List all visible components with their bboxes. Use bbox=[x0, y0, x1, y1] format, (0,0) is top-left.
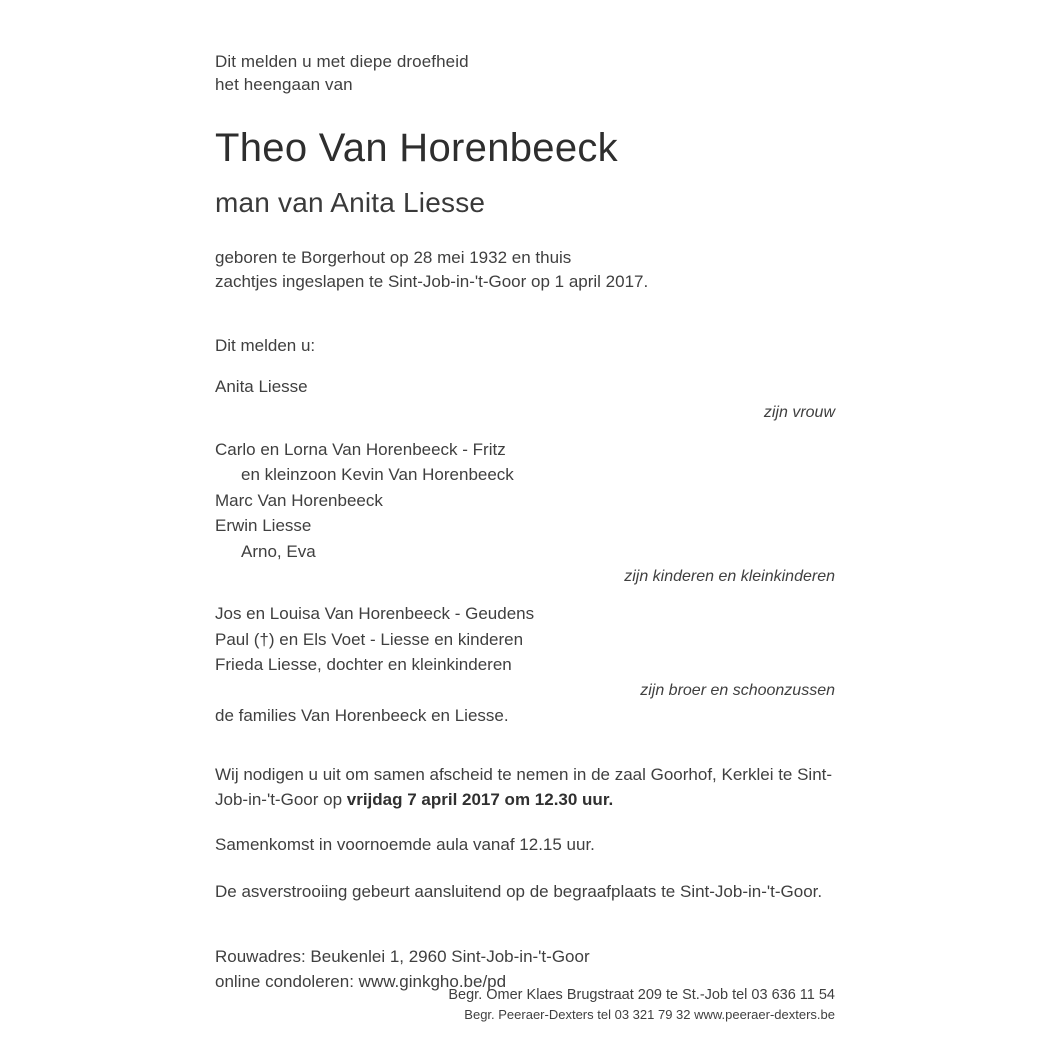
invitation-text: Wij nodigen u uit om samen afscheid te nemen in de zaal Goorhof, Kerklei te Sint-Job-in-'t-Goor op bbox=[215, 765, 833, 809]
relative-line: Jos en Louisa Van Horenbeeck - Geudens bbox=[215, 604, 535, 623]
relative-line: Erwin Liesse bbox=[215, 516, 312, 535]
relative-line: Frieda Liesse, dochter en kleinkinderen bbox=[215, 655, 512, 674]
intro-line-2: het heengaan van bbox=[215, 75, 353, 94]
relatives-group-spouse bbox=[215, 374, 835, 425]
relation-role: zijn kinderen en kleinkinderen bbox=[624, 568, 835, 585]
relative-line: Carlo en Lorna Van Horenbeeck - Fritz bbox=[215, 439, 506, 459]
condolence-url: online condoleren: www.ginkgho.be/pd bbox=[215, 972, 507, 991]
footer-line-2: Begr. Peeraer-Dexters tel 03 321 79 32 www.peeraer-dexters.be bbox=[464, 1007, 835, 1022]
death-line: zachtjes ingeslapen te Sint-Job-in-'t-Goor op 1 april 2017. bbox=[215, 272, 649, 291]
birth-death-block bbox=[215, 246, 835, 294]
intro-line-1: Dit melden u met diepe droefheid bbox=[215, 52, 469, 71]
relatives-group-siblings bbox=[215, 601, 835, 703]
gathering-paragraph: Samenkomst in voornoemde aula vanaf 12.15 uur. bbox=[215, 835, 595, 854]
families-line: de families Van Horenbeeck en Liesse. bbox=[215, 705, 509, 725]
invitation-datetime: vrijdag 7 april 2017 om 12.30 uur. bbox=[346, 790, 614, 809]
funeral-home-footer bbox=[215, 986, 835, 1024]
invitation-paragraph bbox=[215, 762, 835, 812]
relation-role: zijn broer en schoonzussen bbox=[640, 681, 835, 699]
relation-role: zijn vrouw bbox=[763, 403, 835, 421]
relatives-group-children bbox=[215, 437, 835, 590]
relative-line: Anita Liesse bbox=[215, 377, 308, 396]
mourning-address: Rouwadres: Beukenlei 1, 2960 Sint-Job-in-'t-Goor bbox=[215, 947, 590, 966]
relative-line: Arno, Eva bbox=[241, 541, 316, 561]
deceased-name: Theo Van Horenbeeck bbox=[215, 126, 618, 170]
footer-line-1: Begr. Omer Klaes Brugstraat 209 te St.-Job tel 03 636 11 54 bbox=[448, 987, 835, 1003]
intro-block bbox=[215, 50, 835, 96]
announce-label: Dit melden u: bbox=[215, 336, 316, 355]
relative-line: Paul (†) en Els Voet - Liesse en kinderen bbox=[215, 629, 524, 649]
birth-line: geboren te Borgerhout op 28 mei 1932 en thuis bbox=[215, 248, 572, 267]
relative-line: Marc Van Horenbeeck bbox=[215, 490, 383, 510]
relative-line: en kleinzoon Kevin Van Horenbeeck bbox=[241, 465, 514, 484]
spouse-relation: man van Anita Liesse bbox=[215, 187, 486, 218]
card-content bbox=[215, 50, 835, 994]
scattering-paragraph: De asverstrooiing gebeurt aansluitend op de begraafplaats te Sint-Job-in-'t-Goor. bbox=[215, 882, 823, 901]
